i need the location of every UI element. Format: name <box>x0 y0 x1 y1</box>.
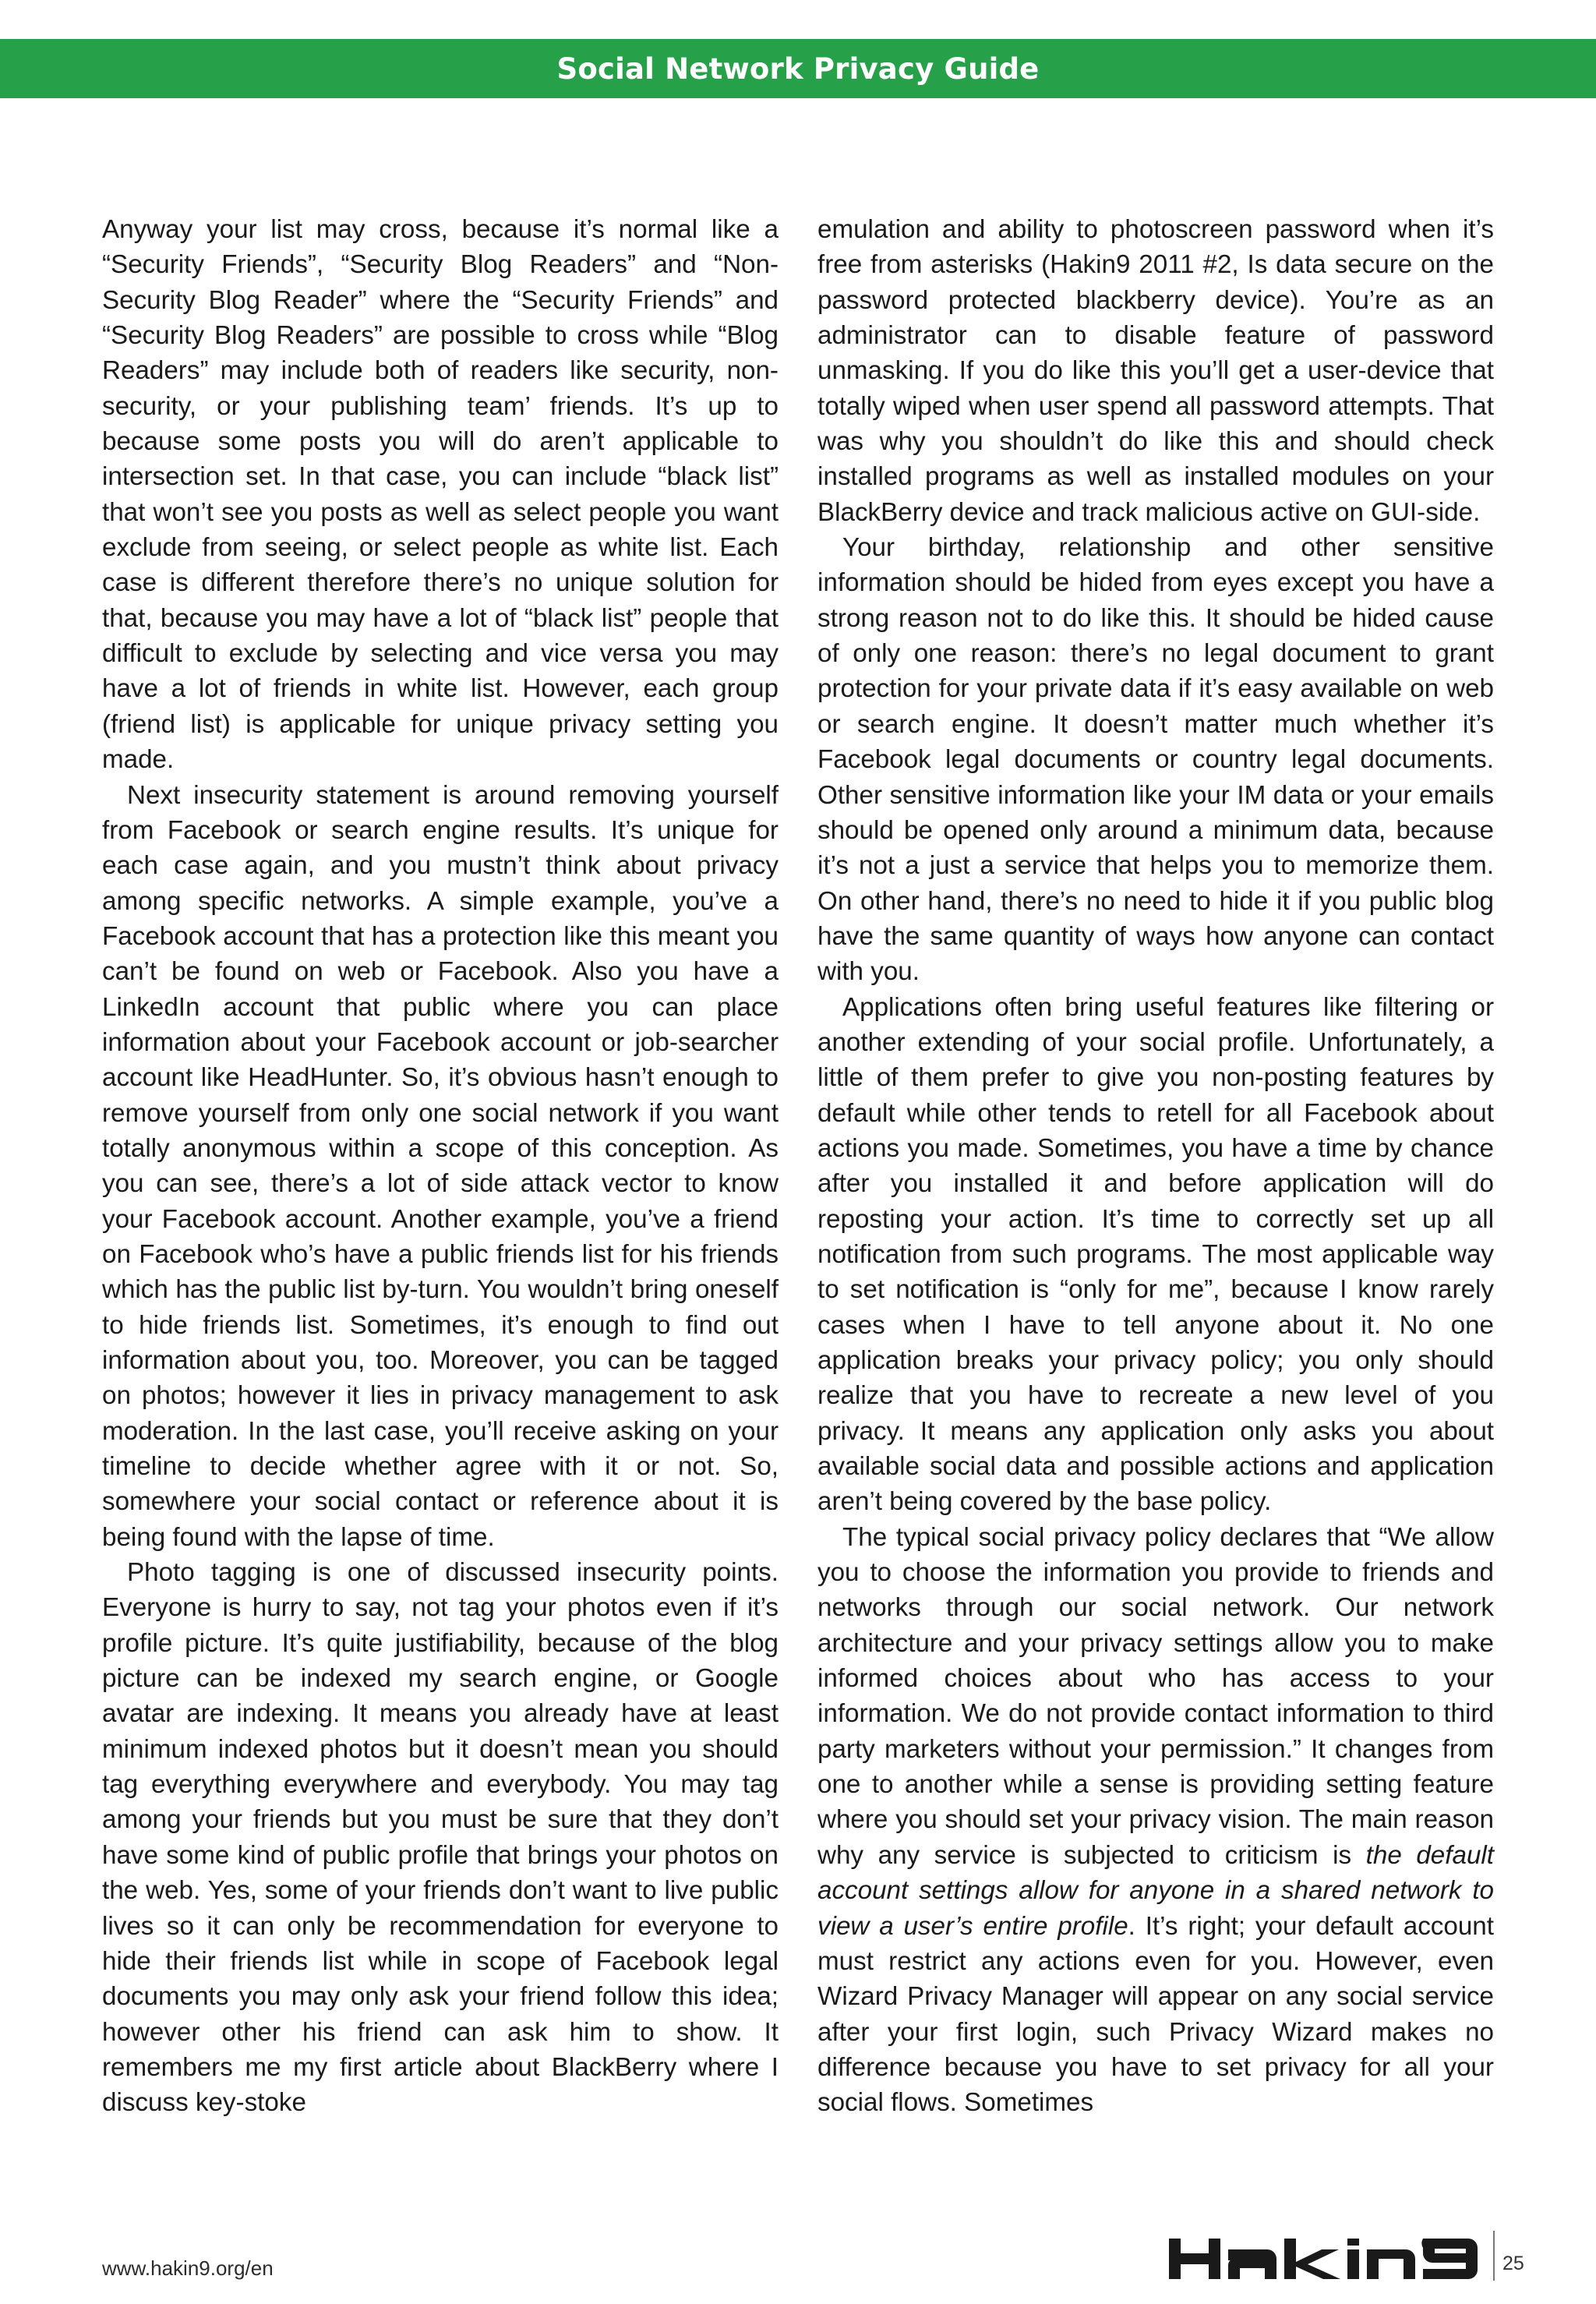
paragraph: Anyway your list may cross, because it’s normal like a “Security Friends”, “Security Blog Readers” and “Non-Security Blog Reader” where the “Security Friends” and “Security Blog Readers” are possible to cross while “Blog Readers” may include both of readers like security, non-security, or your publishing team’ friends. It’s up to because some posts you will do aren’t applicable to intersection set. In that case, you can include “black list” that won’t see you posts as well as select people you want exclude from seeing, or select people as white list. Each case is different therefore there’s no unique solution for that, because you may have a lot of “black list” people that difficult to exclude by selecting and vice versa you may have a lot of friends in white list. However, each group (friend list) is applicable for unique privacy setting you made. <box>102 215 779 775</box>
footer-url: www.hakin9.org/en <box>102 2256 274 2280</box>
footer-divider <box>1493 2231 1495 2281</box>
paragraph <box>817 1520 1494 2121</box>
header-bar <box>0 39 1596 98</box>
article-column-left <box>102 212 779 2121</box>
page-number: 25 <box>1502 2253 1524 2274</box>
paragraph: Applications often bring useful features like filtering or another extending of your social profile. Unfortunately, a little of them prefer to give you non-posting features by default while other tends to retell for all Facebook about actions you made. Sometimes, you have a time by chance after you installed it and before application will do reposting your action. It’s time to correctly set up all notification from such programs. The most applicable way to set notification is “only for me”, because I know rarely cases when I have to tell anyone about it. No one application breaks your privacy policy; you only should realize that you have to recreate a new level of you privacy. It means any application only asks you about available social data and possible actions and application aren’t being covered by the base policy. <box>817 992 1494 1517</box>
paragraph: emulation and ability to photoscreen password when it’s free from asterisks (Hakin9 2011 #2, Is data secure on the password protected blackberry device). You’re as an administrator can to disable feature of password unmasking. If you do like this you’ll get a user-device that totally wiped when user spend all password attempts. That was why you shouldn’t do like this and should check installed programs as well as installed modules on your BlackBerry device and track malicious active on GUI-side. <box>817 215 1494 527</box>
page-title: Social Network Privacy Guide <box>556 51 1040 86</box>
paragraph: Next insecurity statement is around removing yourself from Facebook or search engine results. It’s unique for each case again, and you mustn’t think about privacy among specific networks. A simple example, you’ve a Facebook account that has a protection like this meant you can’t be found on web or Facebook. Also you have a LinkedIn account that public where you can place information about your Facebook account or job-searcher account like HeadHunter. So, it’s obvious hasn’t enough to remove yourself from only one social network if you want totally anonymous within a scope of this conception. As you can see, there’s a lot of side attack vector to know your Facebook account. Another example, you’ve a friend on Facebook who’s have a public friends list for his friends which has the public list by-turn. You wouldn’t bring oneself to hide friends list. Sometimes, it’s enough to find out information about you, too. Moreover, you can be tagged on photos; however it lies in privacy management to ask moderation. In the last case, you’ll receive asking on your timeline to decide whether agree with it or not. So, somewhere your social contact or reference about it is being found with the lapse of time. <box>102 780 779 1552</box>
emphasized-text: the default account settings allow for anyone in a shared network to view a user’s entire profile <box>817 1840 1494 1941</box>
paragraph-text: . It’s right; your default account must restrict any actions even for you. However, even Wizard Privacy Manager will appear on any social service after your first login, such Privacy Wizard makes no difference because you have to set privacy for all your social flows. Sometimes <box>817 1911 1494 2118</box>
paragraph: Your birthday, relationship and other sensitive information should be hided from eyes except you have a strong reason not to do like this. It should be hided cause of only one reason: there’s no legal document to grant protection for your private data if it’s easy available on web or search engine. It doesn’t matter much whether it’s Facebook legal documents or country legal documents. Other sensitive information like your IM data or your emails should be opened only around a minimum data, because it’s not a just a service that helps you to memorize them. On other hand, there’s no need to hide it if you public blog have the same quantity of ways how anyone can contact with you. <box>817 533 1494 987</box>
hakin9-logo <box>1166 2231 1485 2285</box>
paragraph-text: The typical social privacy policy declares that “We allow you to choose the information you provide to friends and networks through our social network. Our network architecture and your privacy settings allow you to make informed choices about who has access to your information. We do not provide contact information to third party marketers without your permission.” It changes from one to another while a sense is providing setting feature where you should set your privacy vision. The main reason why any service is subjected to criticism is <box>817 1522 1494 1870</box>
article-column-right <box>817 212 1494 2121</box>
paragraph: Photo tagging is one of discussed insecurity points. Everyone is hurry to say, not tag your photos even if it’s profile picture. It’s quite justifiability, because of the blog picture can be indexed my search engine, or Google avatar are indexing. It means you already have at least minimum indexed photos but it doesn’t mean you should tag everything everywhere and everybody. You may tag among your friends but you must be sure that they don’t have some kind of public profile that brings your photos on the web. Yes, some of your friends don’t want to live public lives so it can only be recommendation for everyone to hide their friends list while in scope of Facebook legal documents you may only ask your friend follow this idea; however other his friend can ask him to show. It remembers me my first article about BlackBerry where I discuss key-stoke <box>102 1558 779 2118</box>
